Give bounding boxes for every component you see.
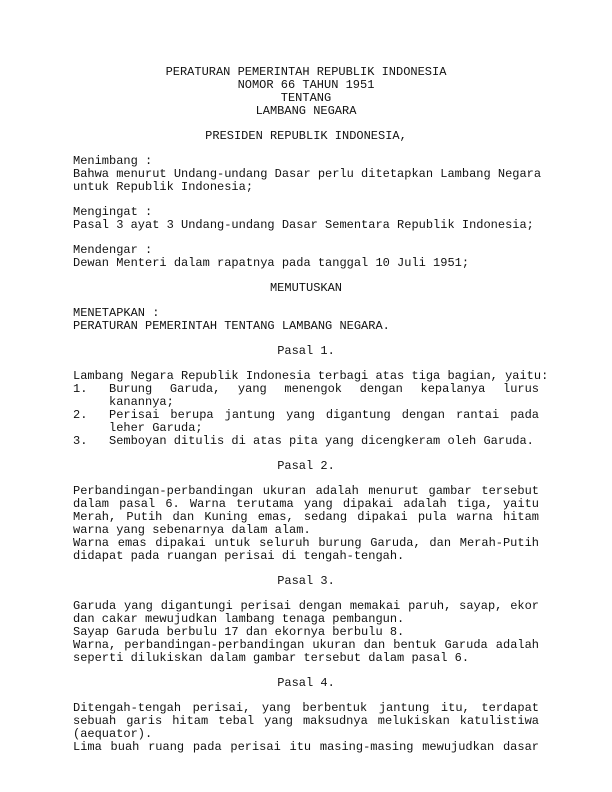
document-page (73, 65, 549, 754)
item-number: 1. (73, 382, 88, 396)
text-line: Perisai berupa jantung yang digantung dengan rantai pada (109, 409, 539, 422)
section-label: MENETAPKAN : (73, 306, 160, 320)
pasal-1-heading: Pasal 1. (277, 344, 335, 358)
pasal-2-body (73, 485, 539, 563)
item-number: 2. (73, 408, 88, 422)
text-line: (aequator). (73, 727, 153, 741)
menimbang-section (73, 154, 542, 194)
text-line: Garuda yang digantungi perisai dengan memakai paruh, sayap, ekor (73, 600, 539, 613)
pasal-2-heading: Pasal 2. (277, 459, 335, 473)
item-number: 3. (73, 434, 88, 448)
mengingat-section (73, 206, 539, 232)
text-line: Bahwa menurut Undang-undang Dasar perlu ditetapkan Lambang Negara (73, 167, 542, 181)
pasal-3-heading: Pasal 3. (277, 574, 335, 588)
list-item (73, 383, 539, 409)
section-label: Mendengar : (73, 243, 153, 257)
text-line: Sayap Garuda berbulu 17 dan ekornya berbulu 8. (73, 625, 405, 639)
president-heading: PRESIDEN REPUBLIK INDONESIA, (205, 129, 407, 143)
text-line: Dewan Menteri dalam rapatnya pada tanggal 10 Juli 1951; (73, 256, 470, 270)
text-line: Warna emas dipakai untuk seluruh burung Garuda, dan Merah-Putih (73, 537, 539, 550)
title-line: TENTANG (280, 91, 332, 105)
text-line: dan cakar mewujudkan lambang tenaga pembangun. (73, 612, 405, 626)
title-line: NOMOR 66 TAHUN 1951 (237, 78, 375, 92)
text-line: Lima buah ruang pada perisai itu masing-masing mewujudkan dasar (73, 741, 539, 754)
menetapkan-section (73, 307, 539, 333)
mendengar-section (73, 244, 539, 270)
list-item (73, 409, 539, 435)
section-label: Mengingat : (73, 205, 153, 219)
document-title (73, 66, 539, 118)
text-line: untuk Republik Indonesia; (73, 180, 254, 194)
list-item (73, 435, 539, 448)
section-label: Menimbang : (73, 154, 153, 168)
text-line: warna yang sebenarnya dalam alam. (73, 523, 311, 537)
text-line: sebuah garis hitam tebal yang maksudnya melukiskan katulistiwa (73, 715, 539, 728)
text-line: seperti dilukiskan dalam gambar tersebut dalam pasal 6. (73, 651, 470, 665)
text-line: dalam pasal 6. Warna terutama yang dipakai adalah tiga, yaitu (73, 498, 539, 511)
text-line: Burung Garuda, yang menengok dengan kepalanya lurus (109, 383, 539, 396)
pasal-3-body (73, 600, 539, 665)
text-line: didapat pada ruangan perisai di tengah-tengah. (73, 549, 405, 563)
pasal-1-body (73, 369, 549, 448)
text-line: Merah, Putih dan Kuning emas, sedang dipakai pula warna hitam (73, 511, 539, 524)
text-line: PERATURAN PEMERINTAH TENTANG LAMBANG NEGARA. (73, 319, 390, 333)
memutuskan-heading: MEMUTUSKAN (269, 281, 342, 295)
text-line: Warna, perbandingan-perbandingan ukuran dan bentuk Garuda adalah (73, 639, 539, 652)
title-line: LAMBANG NEGARA (255, 104, 357, 118)
text-line: kanannya; (109, 395, 174, 409)
title-line: PERATURAN PEMERINTAH REPUBLIK INDONESIA (165, 65, 447, 79)
text-line: Ditengah-tengah perisai, yang berbentuk jantung itu, terdapat (73, 702, 539, 715)
text-line: leher Garuda; (109, 421, 203, 435)
text-line: Lambang Negara Republik Indonesia terbagi atas tiga bagian, yaitu: (73, 369, 549, 383)
pasal-4-body (73, 702, 539, 754)
pasal-4-heading: Pasal 4. (277, 676, 335, 690)
text-line: Perbandingan-perbandingan ukuran adalah menurut gambar tersebut (73, 485, 539, 498)
text-line: Pasal 3 ayat 3 Undang-undang Dasar Sementara Republik Indonesia; (73, 218, 534, 232)
text-line: Semboyan ditulis di atas pita yang dicengkeram oleh Garuda. (109, 434, 534, 448)
